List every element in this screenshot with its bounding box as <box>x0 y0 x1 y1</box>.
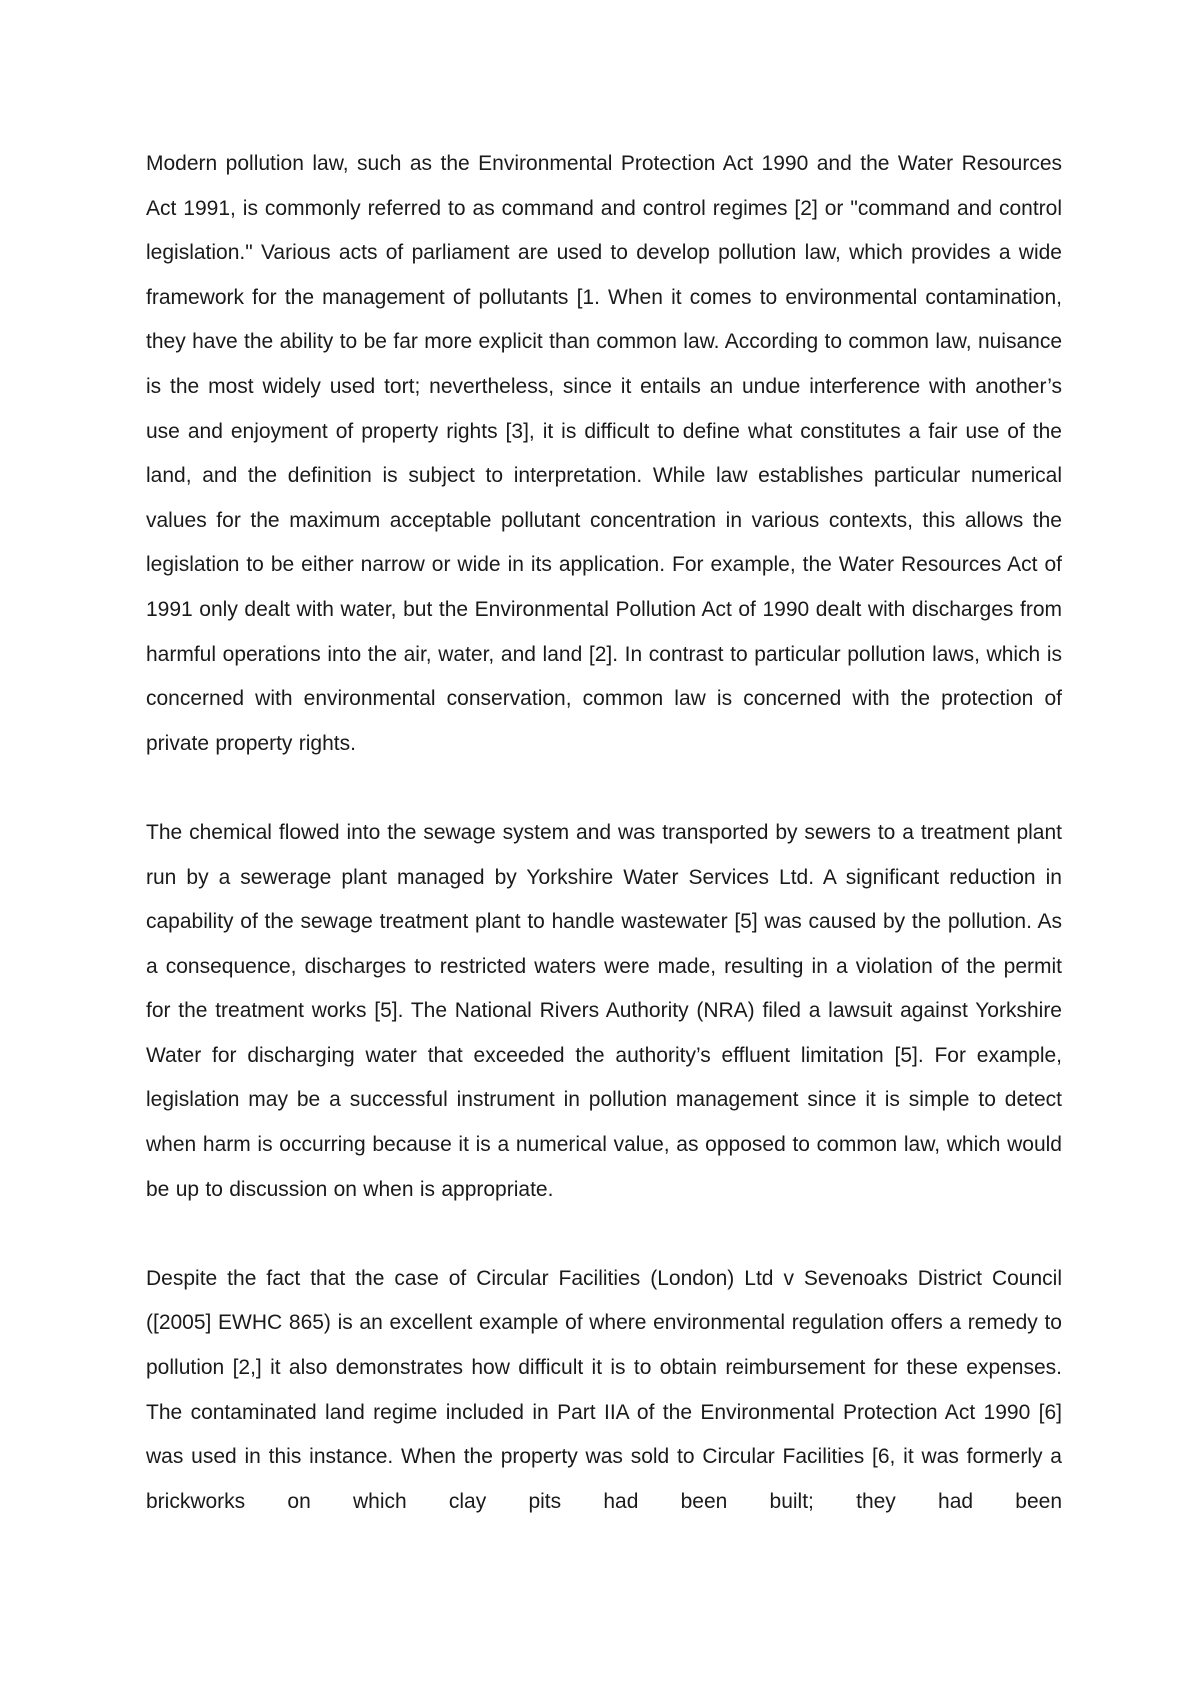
document-body <box>146 142 1062 1569</box>
paragraph-circular-facilities: Despite the fact that the case of Circular Facilities (London) Ltd v Sevenoaks District Council ([2005] EWHC 865) is an excellent example of where environmental regulation offers a remedy to pollution [2,] it also demonstrates how difficult it is to obtain reimbursement for these expenses. The contaminated land regime included in Part IIA of the Environmental Protection Act 1990 [6] was used in this instance. When the property was sold to Circular Facilities [6, it was formerly a brickworks on which clay pits had been built; they had been <box>146 1266 1062 1513</box>
paragraph-pollution-law: Modern pollution law, such as the Environmental Protection Act 1990 and the Water Resources Act 1991, is commonly referred to as command and control regimes [2] or "command and control legislation." Various acts of parliament are used to develop pollution law, which provides a wide framework for the management of pollutants [1. When it comes to environmental contamination, they have the ability to be far more explicit than common law. According to common law, nuisance is the most widely used tort; nevertheless, since it entails an undue interference with another’s use and enjoyment of property rights [3], it is difficult to define what constitutes a fair use of the land, and the definition is subject to interpretation. While law establishes particular numerical values for the maximum acceptable pollutant concentration in various contexts, this allows the legislation to be either narrow or wide in its application. For example, the Water Resources Act of 1991 only dealt with water, but the Environmental Pollution Act of 1990 dealt with discharges from harmful operations into the air, water, and land [2]. In contrast to particular pollution laws, which is concerned with environmental conservation, common law is concerned with the protection of private property rights. <box>146 152 1062 755</box>
paragraph-yorkshire-water: The chemical flowed into the sewage system and was transported by sewers to a treatment plant run by a sewerage plant managed by Yorkshire Water Services Ltd. A significant reduction in capability of the sewage treatment plant to handle wastewater [5] was caused by the pollution. As a consequence, discharges to restricted waters were made, resulting in a violation of the permit for the treatment works [5]. The National Rivers Authority (NRA) filed a lawsuit against Yorkshire Water for discharging water that exceeded the authority’s effluent limitation [5]. For example, legislation may be a successful instrument in pollution management since it is simple to detect when harm is occurring because it is a numerical value, as opposed to common law, which would be up to discussion on when is appropriate. <box>146 820 1062 1201</box>
